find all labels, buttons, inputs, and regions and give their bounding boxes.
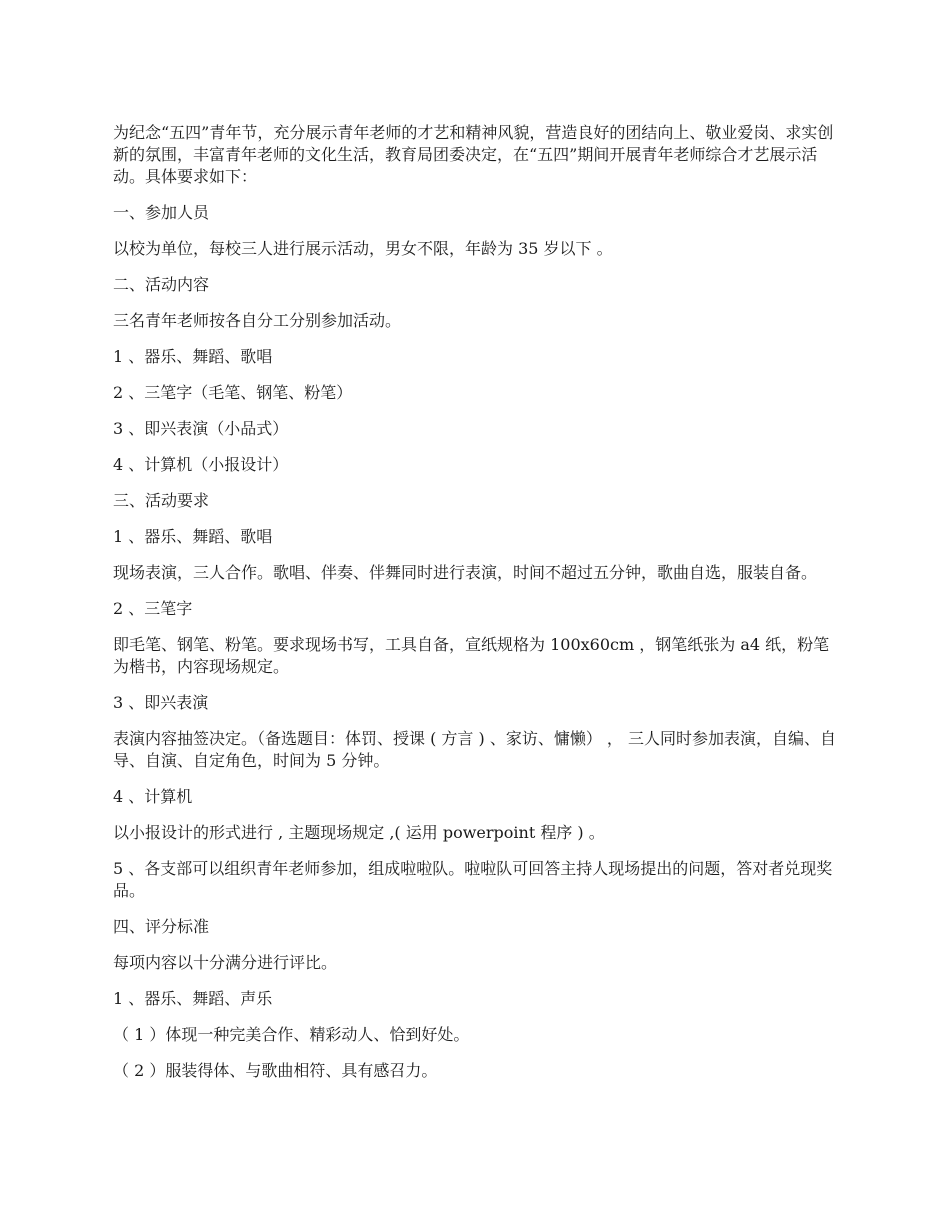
paragraph: 现场表演，三人合作。歌唱、伴奏、伴舞同时进行表演，时间不超过五分钟，歌曲自选，服装自备。 xyxy=(113,563,818,582)
paragraph: 以校为单位，每校三人进行展示活动，男女不限，年龄为 35 岁以下 。 xyxy=(113,239,613,258)
list-item: 2 、三笔字 xyxy=(113,599,193,618)
sub-list-item: （ 2 ）服装得体、与歌曲相符、具有感召力。 xyxy=(113,1061,438,1080)
list-item: 2 、三笔字（毛笔、钢笔、粉笔） xyxy=(113,383,353,402)
list-item: 1 、器乐、舞蹈、歌唱 xyxy=(113,527,273,546)
list-item: 3 、即兴表演 xyxy=(113,693,209,712)
paragraph: 三名青年老师按各自分工分别参加活动。 xyxy=(113,311,402,330)
paragraph: 每项内容以十分满分进行评比。 xyxy=(113,953,338,972)
sub-list-item: （ 1 ）体现一种完美合作、精彩动人、恰到好处。 xyxy=(113,1025,470,1044)
section-heading: 一、参加人员 xyxy=(113,203,210,222)
section-heading: 三、活动要求 xyxy=(113,491,210,510)
list-item: 4 、计算机（小报设计） xyxy=(113,455,289,474)
paragraph: 即毛笔、钢笔、粉笔。要求现场书写，工具自备，宣纸规格为 100x60cm ，钢笔纸张为 a4 纸，粉笔为楷书，内容现场规定。 xyxy=(113,635,830,676)
paragraph: 5 、各支部可以组织青年老师参加，组成啦啦队。啦啦队可回答主持人现场提出的问题，答对者兑现奖品。 xyxy=(113,859,833,900)
document-body xyxy=(113,122,841,1096)
list-item: 1 、器乐、舞蹈、声乐 xyxy=(113,989,273,1008)
paragraph: 以小报设计的形式进行 , 主题现场规定 ,( 运用 powerpoint 程序 ) 。 xyxy=(113,823,605,842)
paragraph: 表演内容抽签决定。（备选题目：体罚、授课 ( 方言 ) 、家访、慵懒） ， 三人同时参加表演，自编、自导、自演、自定角色，时间为 5 分钟。 xyxy=(113,729,837,770)
list-item: 3 、即兴表演（小品式） xyxy=(113,419,289,438)
list-item: 1 、器乐、舞蹈、歌唱 xyxy=(113,347,273,366)
section-heading: 四、评分标准 xyxy=(113,917,210,936)
section-heading: 二、活动内容 xyxy=(113,275,210,294)
list-item: 4 、计算机 xyxy=(113,787,193,806)
intro-paragraph: 为纪念“五四”青年节，充分展示青年老师的才艺和精神风貌，营造良好的团结向上、敬业爱岗、求实创新的氛围，丰富青年老师的文化生活，教育局团委决定，在“五四”期间开展青年老师综合才艺展示活动。具体要求如下： xyxy=(113,123,834,186)
